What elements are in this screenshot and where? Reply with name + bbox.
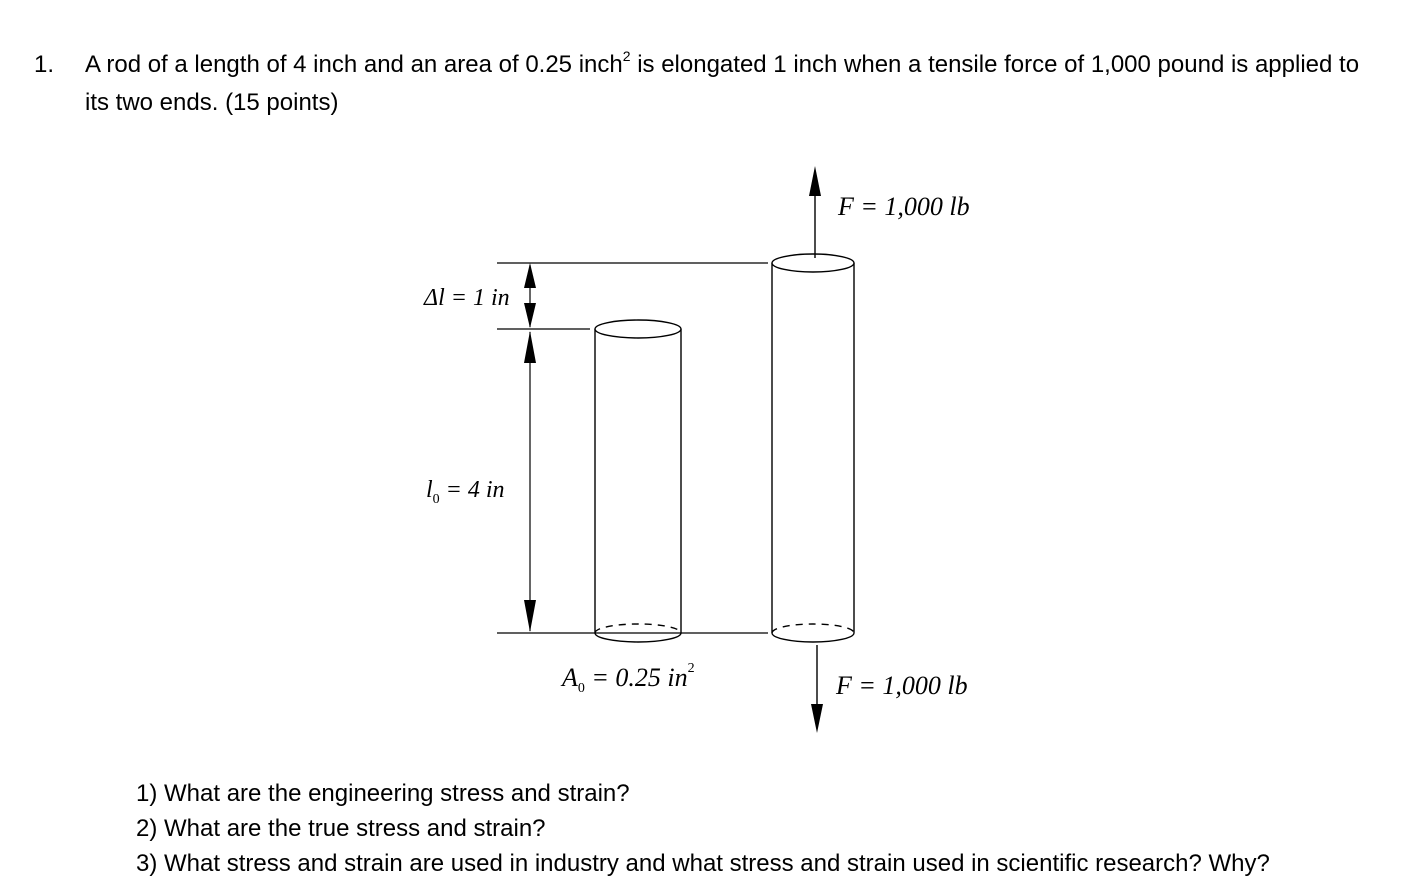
question-1: 1) What are the engineering stress and strain?	[136, 780, 630, 807]
area-label-value: = 0.25 in	[584, 663, 688, 692]
length-label	[426, 477, 505, 507]
area-label-superscript: 2	[687, 661, 695, 676]
problem-text-part1: A rod of a length of 4 inch and an area of 0.25 inch	[85, 51, 623, 78]
length-dimension-arrow	[524, 331, 536, 632]
original-rod	[595, 320, 681, 642]
area-label-subscript: 0	[577, 681, 585, 696]
length-label-subscript: 0	[432, 492, 440, 507]
length-label-variable: l	[426, 477, 433, 503]
problem-text-part2: is elongated 1 inch when a tensile force of 1,000 pound is applied to its two ends. (15 points)	[85, 51, 1360, 116]
problem-number: 1.	[34, 51, 55, 78]
length-label-value: = 4 in	[439, 477, 505, 503]
area-label-variable: A	[562, 663, 578, 692]
question-2: 2) What are the true stress and strain?	[136, 815, 546, 842]
top-force-arrow	[809, 166, 821, 258]
elongation-dimension-arrow	[524, 263, 536, 328]
force-top-label: F = 1,000 lb	[838, 192, 970, 221]
area-label	[560, 661, 695, 696]
force-bottom-label: F = 1,000 lb	[836, 671, 968, 700]
elongation-label: Δl = 1 in	[424, 285, 510, 311]
question-list	[136, 776, 1270, 881]
question-3: 3) What stress and strain are used in industry and what stress and strain used in scientific research? Why?	[136, 850, 1270, 877]
problem-text-superscript: 2	[622, 48, 631, 64]
bottom-force-arrow	[811, 645, 823, 733]
elongated-rod	[772, 254, 854, 642]
